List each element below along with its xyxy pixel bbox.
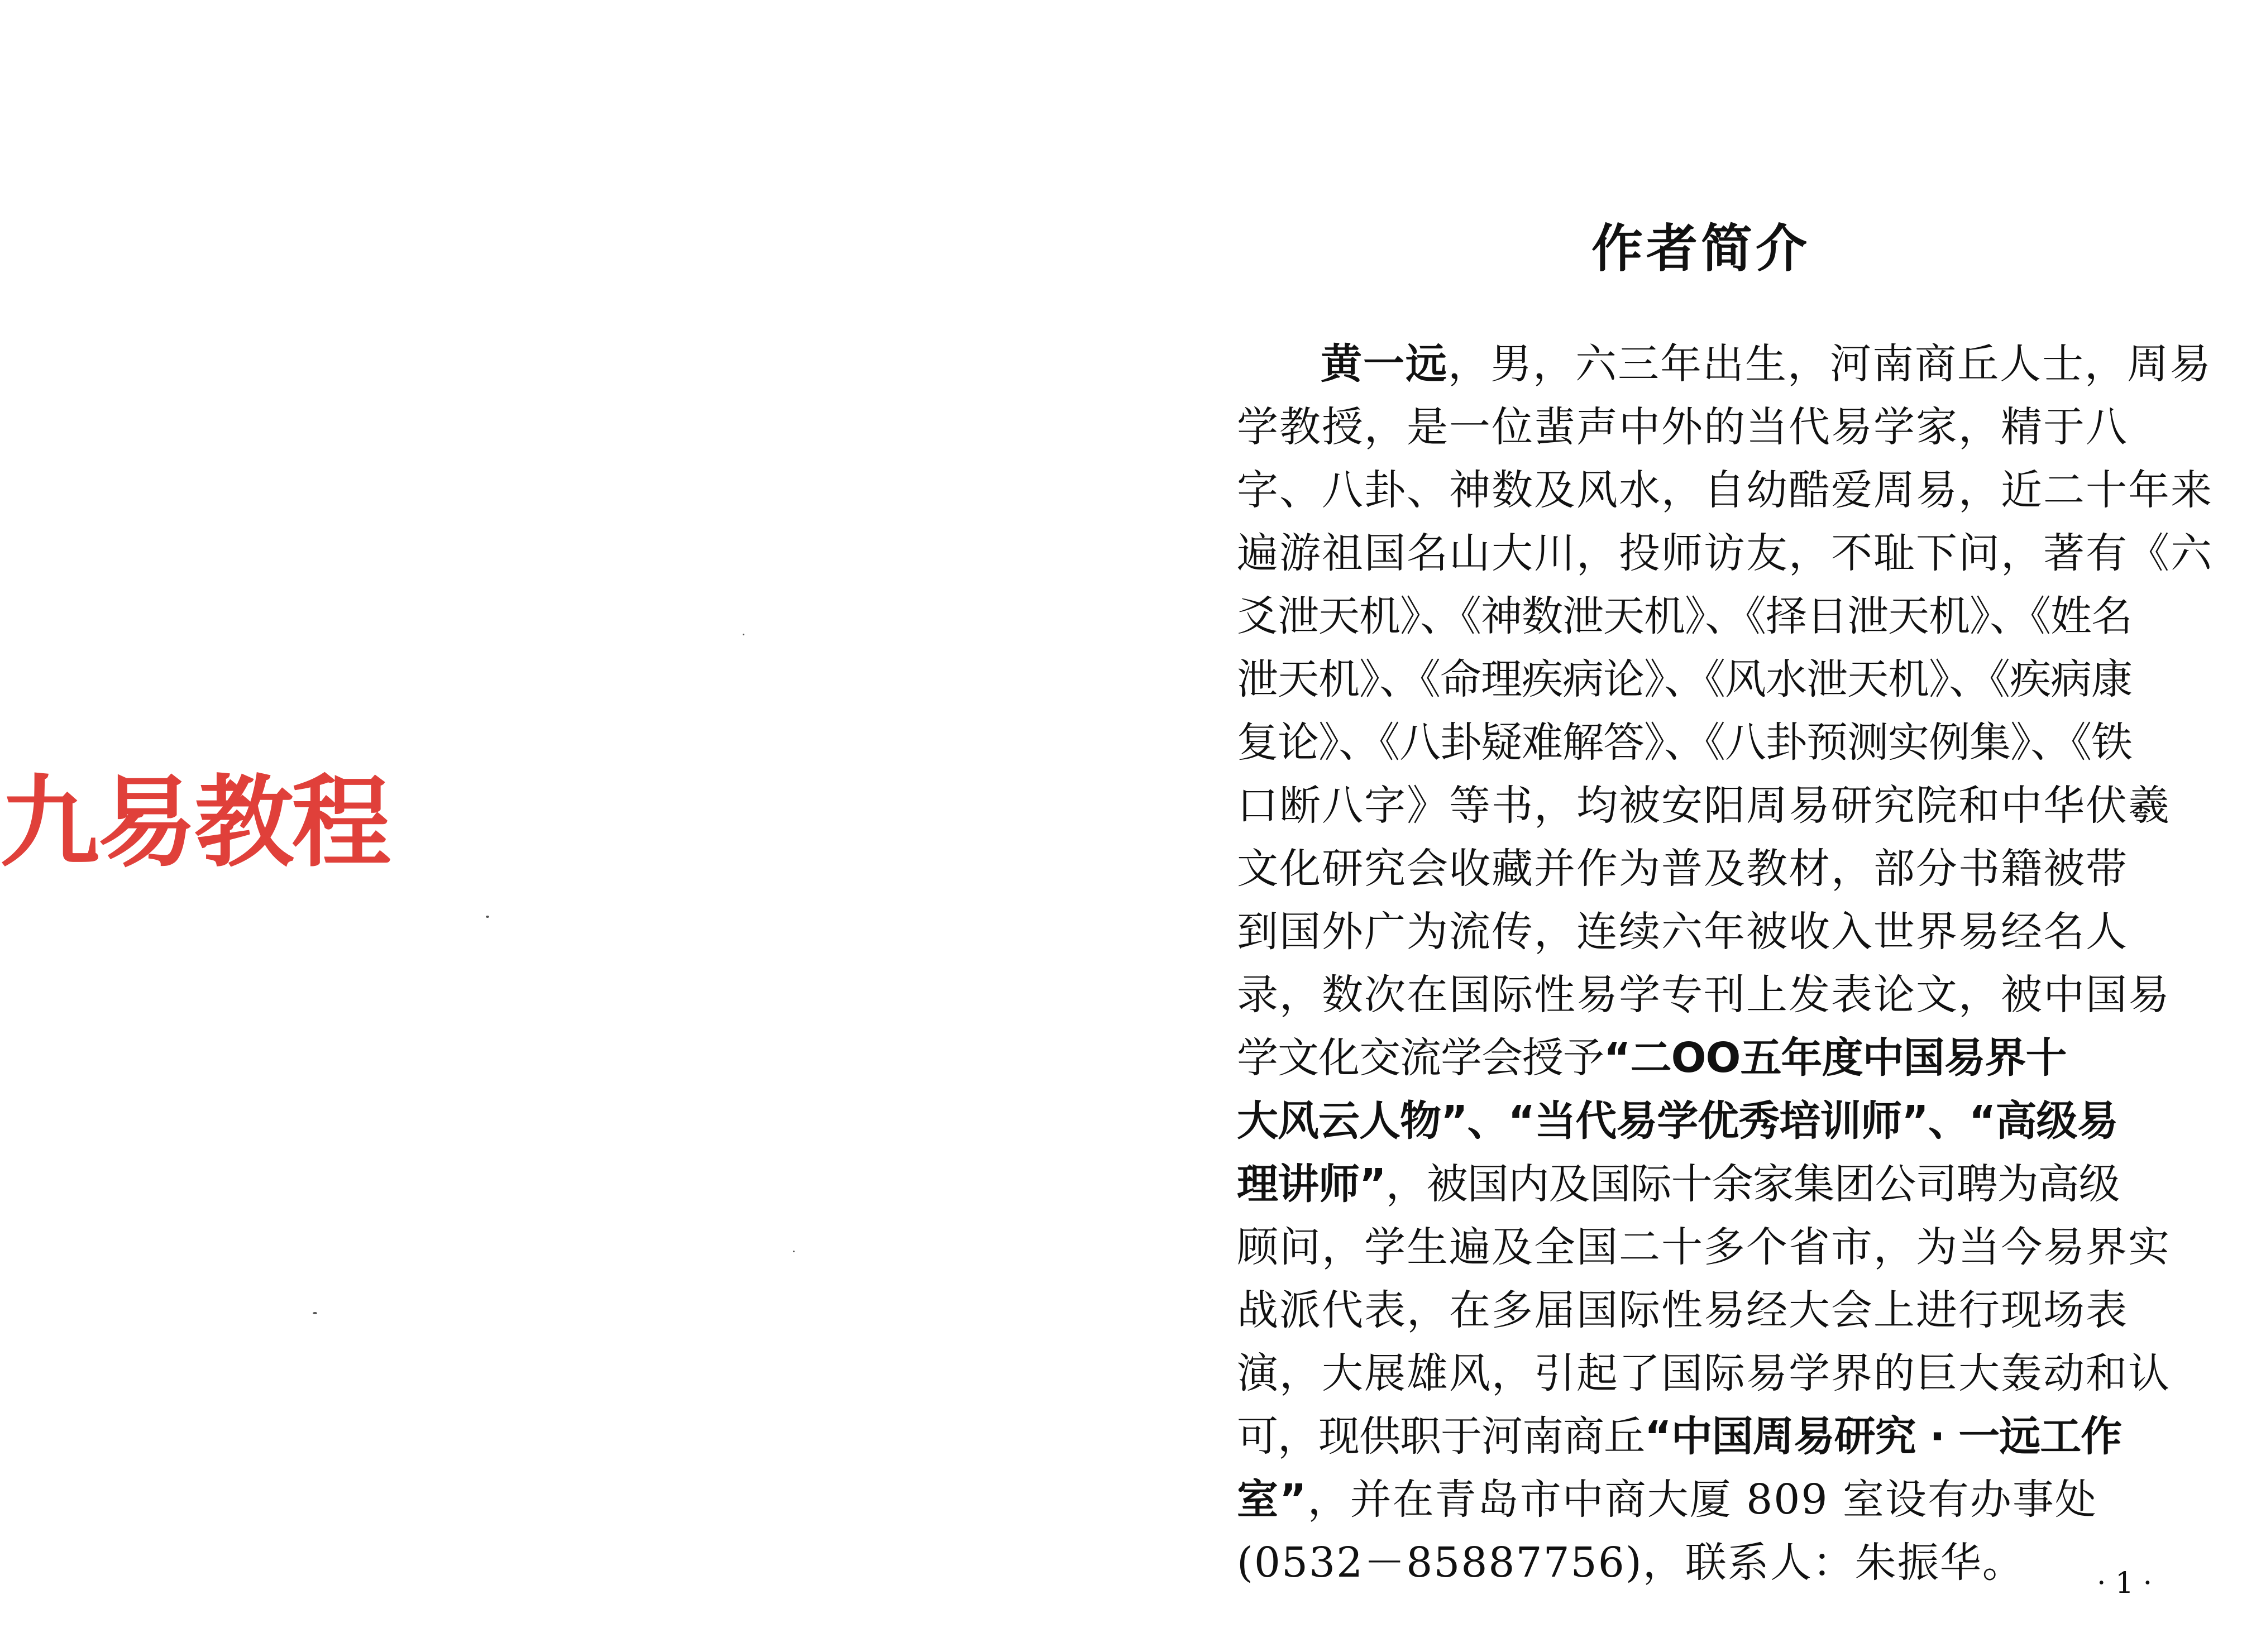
page-number: · 1 · (2097, 1567, 2153, 1600)
bio-line: 顾问，学生遍及全国二十多个省市，为当今易界实 (1237, 1223, 2171, 1271)
scan-speck (743, 634, 744, 635)
studio-name: “中国周易研究 · 一远工作 (1645, 1412, 2122, 1461)
bio-line (1237, 1405, 2261, 1468)
bio-line: 战派代表，在多届国际性易经大会上进行现场表 (1237, 1286, 2128, 1334)
bio-text: 学文化交流学会授予 (1237, 1034, 1604, 1082)
scan-speck (486, 916, 489, 918)
bio-line: 到国外广为流传，连续六年被收入世界易经名人 (1237, 908, 2128, 956)
page-title: 作者简介 (1591, 219, 1811, 279)
bio-line: 演，大展雄风，引起了国际易学界的巨大轰动和认 (1237, 1349, 2171, 1397)
bio-line (1237, 1090, 2261, 1153)
author-bio (1237, 333, 2261, 1594)
author-name: 黄一远 (1321, 340, 1448, 388)
bio-line: 口断八字》等书，均被安阳周易研究院和中华伏羲 (1237, 782, 2171, 830)
watermark-logo: 九易教程 (0, 765, 389, 880)
honor-title: 理讲师” (1237, 1160, 1386, 1208)
studio-name: 室” (1237, 1476, 1308, 1524)
bio-line: 录，数次在国际性易学专刊上发表论文，被中国易 (1237, 971, 2171, 1019)
honor-title: 大风云人物”、“当代易学优秀培训师”、“高级易 (1237, 1097, 2118, 1145)
bio-line (1237, 1153, 2261, 1216)
bio-line: 复论》、《八卦疑难解答》、《八卦预测实例集》、《铁 (1237, 719, 2132, 767)
bio-line: 遍游祖国名山大川，投师访友，不耻下问，著有《六 (1237, 529, 2213, 577)
bio-line (1237, 333, 2261, 396)
scan-speck (793, 1251, 795, 1252)
contact-line: (0532－85887756)，联系人：朱振华。 (1237, 1539, 2025, 1587)
bio-text: ，并在青岛市中商大厦 809 室设有办事处 (1307, 1476, 2097, 1524)
bio-line: 学教授，是一位蜚声中外的当代易学家，精于八 (1237, 403, 2128, 451)
bio-text: ，被国内及国际十余家集团公司聘为高级 (1385, 1160, 2120, 1208)
scan-speck (313, 1312, 317, 1314)
honor-title: “二OO五年度中国易界十 (1604, 1034, 2067, 1082)
bio-text: ，男，六三年出生，河南商丘人士，周易 (1448, 340, 2212, 388)
bio-line: 文化研究会收藏并作为普及教材，部分书籍被带 (1237, 845, 2128, 893)
bio-line: 字、八卦、神数及风水，自幼酷爱周易，近二十年来 (1237, 466, 2213, 514)
bio-text: 可，现供职于河南商丘 (1237, 1412, 1645, 1461)
bio-line (1237, 1027, 2261, 1090)
bio-line: 爻泄天机》、《神数泄天机》、《择日泄天机》、《姓名 (1237, 592, 2132, 640)
bio-line (1237, 1468, 2261, 1531)
bio-line: 泄天机》、《命理疾病论》、《风水泄天机》、《疾病康 (1237, 655, 2132, 703)
